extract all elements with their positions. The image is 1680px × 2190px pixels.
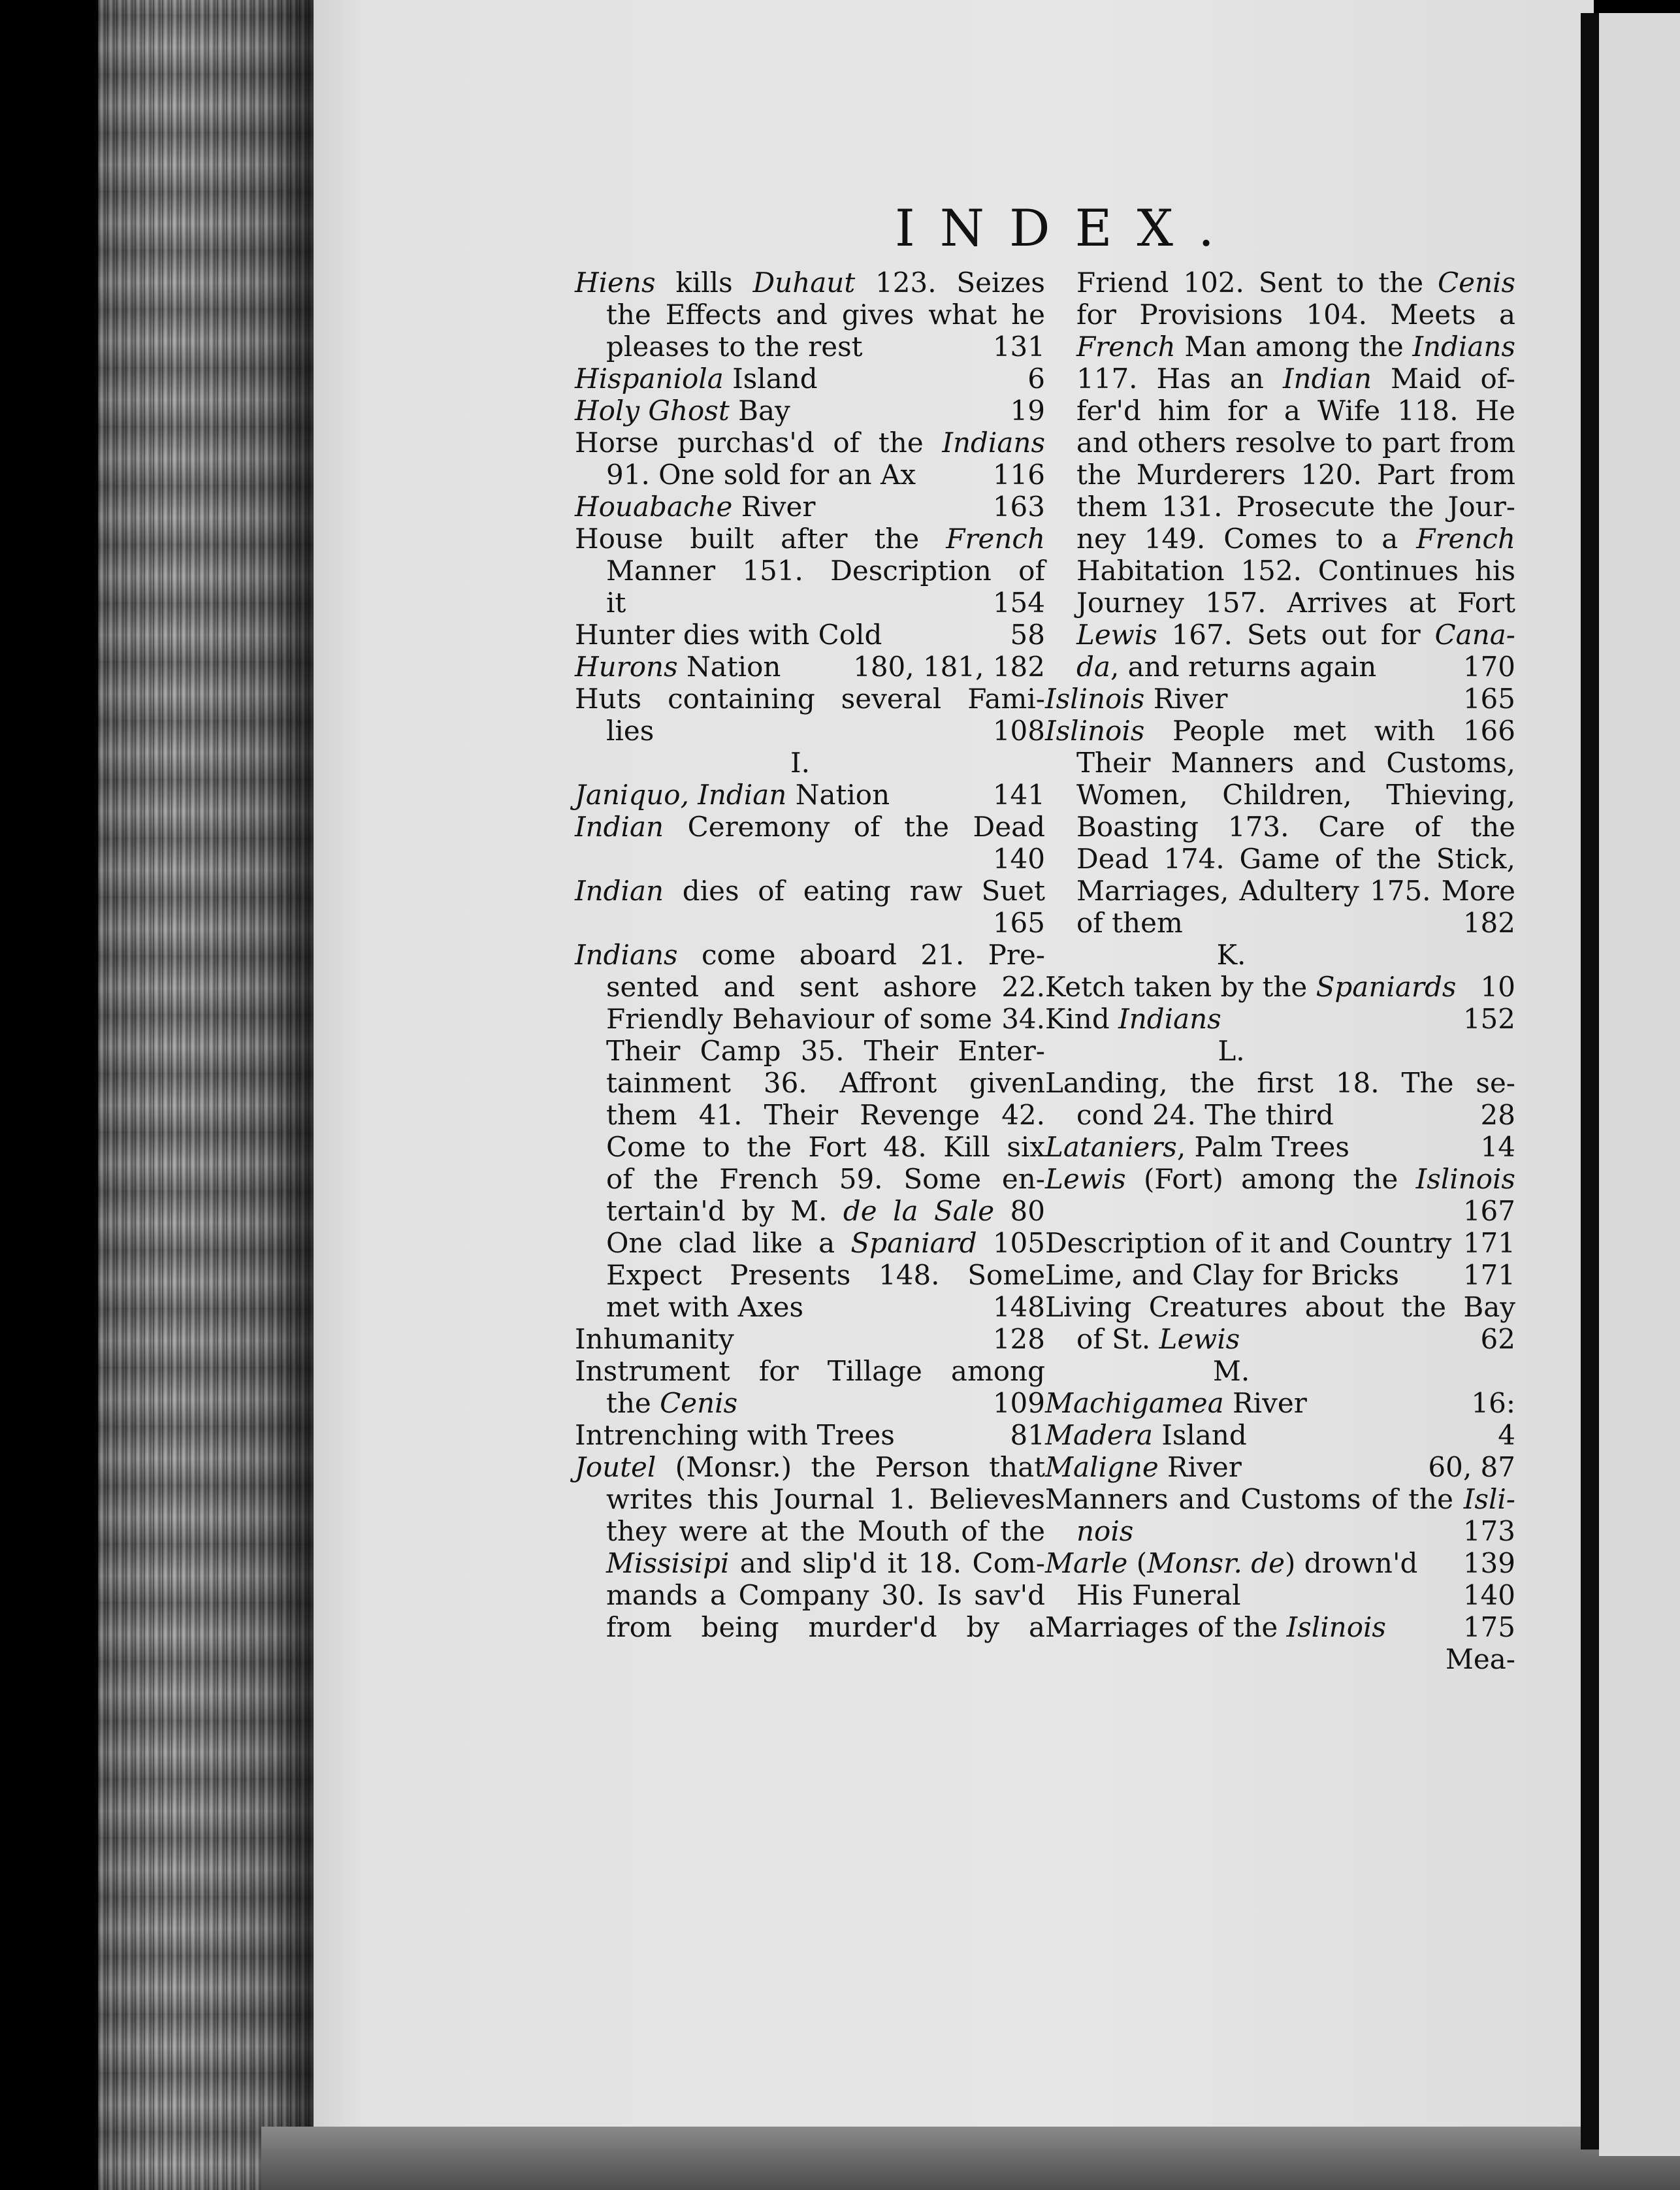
index-entry-text: Intrenching with Trees [575,1419,895,1451]
index-text-line: them 41. Their Revenge 42. [606,1099,1045,1131]
page-reference: 19 [1010,395,1045,427]
index-text-line: One clad like a Spaniard 105 [606,1227,1045,1259]
index-entry [1045,1387,1515,1419]
index-entry-text: Maligne River [1045,1451,1242,1483]
index-letter-heading: L. [1218,1035,1245,1067]
index-entry-text: Hispaniola Island [575,363,818,395]
index-entry-text: Machigamea River [1045,1387,1307,1419]
page-reference: 131 [992,331,1045,363]
index-entry [1045,1611,1515,1643]
index-entry-text: Description of it and Country [1045,1227,1452,1259]
page-reference: 62 [1480,1323,1515,1355]
index-entry [1045,1515,1515,1547]
page-reference: Mea- [1445,1643,1515,1675]
index-entry [575,587,1045,619]
index-entry [1045,1195,1515,1227]
index-text-line: tainment 36. Affront given [606,1067,1045,1099]
index-entry-text: Hurons Nation [575,651,781,683]
index-text-line: ney 149. Comes to a French [1076,523,1515,555]
page-reference: 152 [1462,1003,1515,1035]
index-text-line: Their Camp 35. Their Enter- [606,1035,1045,1067]
index-text-line: Friendly Behaviour of some 34. [606,1003,1045,1035]
page-reference: 81 [1010,1419,1045,1451]
page-reference: 141 [992,779,1045,811]
index-text-line: them 131. Prosecute the Jour- [1076,491,1515,523]
page-reference: 116 [992,459,1045,491]
index-entry-text: 91. One sold for an Ax [606,459,916,491]
index-text-line: Boasting 173. Care of the [1076,811,1515,843]
page-reference: 58 [1010,619,1045,651]
index-text-line: Hiens kills Duhaut 123. Seizes [575,267,1045,299]
index-entry [575,491,1045,523]
index-entry [1045,1259,1515,1291]
index-text-line: 117. Has an Indian Maid of- [1076,363,1515,395]
index-entry-text: Madera Island [1045,1419,1247,1451]
page-reference: 171 [1462,1227,1515,1259]
index-text-line: Manner 151. Description of [606,555,1045,587]
index-entry-text: Marriages of the Islinois [1045,1611,1386,1643]
page-reference: 173 [1462,1515,1515,1547]
index-entry-text: Houabache River [575,491,816,523]
index-entry-text: Lime, and Clay for Bricks [1045,1259,1399,1291]
index-text-line: Dead 174. Game of the Stick, [1076,843,1515,875]
index-entry-text: cond 24. The third [1076,1099,1334,1131]
index-text-line: Huts containing several Fami- [575,683,1045,715]
page-reference: 182 [1462,907,1515,939]
page-reference: 16: [1471,1387,1515,1419]
page-reference: 139 [1462,1547,1515,1579]
index-entry [575,715,1045,747]
index-entry-text: met with Axes [606,1291,803,1323]
index-entry [575,363,1045,395]
page-reference: 10 [1480,971,1515,1003]
page-reference: 14 [1480,1131,1515,1163]
index-entry [1045,683,1515,715]
index-text-line: Joutel (Monsr.) the Person that [575,1451,1045,1483]
index-entry [575,907,1045,939]
index-text-line: Lewis (Fort) among the Islinois [1045,1163,1515,1195]
page-reference: 167 [1462,1195,1515,1227]
index-entry [575,619,1045,651]
page-divider [1581,13,1599,2149]
index-text-line: Marriages, Adultery 175. More [1076,875,1515,907]
index-entry-text: Lataniers, Palm Trees [1045,1131,1349,1163]
page-reference: 128 [992,1323,1045,1355]
page-reference: 28 [1480,1099,1515,1131]
index-entry-text: da, and returns again [1076,651,1377,683]
index-text-line: sented and sent ashore 22. [606,971,1045,1003]
index-text-line: Instrument for Tillage among [575,1355,1045,1387]
page-reference: 180, 181, 182 [853,651,1045,683]
index-entry [1045,1131,1515,1163]
index-entry [1045,1099,1515,1131]
page-reference: 140 [1462,1579,1515,1611]
index-text-line: Habitation 152. Continues his [1076,555,1515,587]
index-entry-text: it [606,587,626,619]
page-reference: 109 [992,1387,1045,1419]
index-entry [575,395,1045,427]
index-entry [575,1323,1045,1355]
index-text-line: Living Creatures about the Bay [1045,1291,1515,1323]
index-text-line: writes this Journal 1. Believes [606,1483,1045,1515]
index-text-line: Indian Ceremony of the Dead [575,811,1045,843]
index-entry [575,843,1045,875]
index-entry-text: of them [1076,907,1183,939]
page-reference: 148 [992,1291,1045,1323]
index-column-right [1045,267,1515,1675]
index-text-line: from being murder'd by a [606,1611,1045,1643]
page-title: INDEX. [895,199,1239,258]
index-text-line: Friend 102. Sent to the Cenis [1076,267,1515,299]
page-reference: 171 [1462,1259,1515,1291]
scan-background [0,0,98,2190]
index-text-line: House built after the French [575,523,1045,555]
index-entry [1045,1547,1515,1579]
index-entry [1045,1643,1515,1675]
facing-page [1599,13,1680,2156]
index-entry-text: lies [606,715,654,747]
index-entry-text: of St. Lewis [1076,1323,1240,1355]
index-text-line: Expect Presents 148. Some [606,1259,1045,1291]
index-text-line: fer'd him for a Wife 118. He [1076,395,1515,427]
index-entry-text: Hunter dies with Cold [575,619,882,651]
index-text-line: Landing, the first 18. The se- [1045,1067,1515,1099]
index-text-line: Horse purchas'd of the Indians [575,427,1045,459]
index-text-line: and others resolve to part from [1076,427,1515,459]
index-text-line: Islinois People met with 166 [1045,715,1515,747]
index-text-line: French Man among the Indians [1076,331,1515,363]
index-entry-text: pleases to the rest [606,331,863,363]
page-reference: 108 [992,715,1045,747]
index-entry-text: Inhumanity [575,1323,734,1355]
index-entry [1045,1323,1515,1355]
index-letter-heading: K. [1216,939,1246,971]
index-text-line: for Provisions 104. Meets a [1076,299,1515,331]
index-entry-text: Holy Ghost Bay [575,395,790,427]
page-reference: 140 [992,843,1045,875]
index-entry [1045,1451,1515,1483]
page-reference: 163 [992,491,1045,523]
index-entry [1045,651,1515,683]
index-letter-heading: M. [1212,1355,1250,1387]
index-entry [575,779,1045,811]
page-reference: 165 [992,907,1045,939]
index-text-line: the Effects and gives what he [606,299,1045,331]
index-entry [575,1419,1045,1451]
page-reference: 6 [1027,363,1045,395]
page-reference: 175 [1462,1611,1515,1643]
index-entry-text: Kind Indians [1045,1003,1221,1035]
index-text-line: Their Manners and Customs, [1076,747,1515,779]
index-text-line: Indian dies of eating raw Suet [575,875,1045,907]
index-text-line: the Murderers 120. Part from [1076,459,1515,491]
index-entry-text: Janiquo, Indian Nation [575,779,890,811]
page-reference: 165 [1462,683,1515,715]
index-entry-text: the Cenis [606,1387,738,1419]
index-entry [1045,1227,1515,1259]
index-text-line: of the French 59. Some en- [606,1163,1045,1195]
index-entry-text: Marle (Monsr. de) drown'd [1045,1547,1418,1579]
index-entry [1045,1003,1515,1035]
index-entry [575,459,1045,491]
page-reference: 60, 87 [1428,1451,1515,1483]
index-text-line: Manners and Customs of the Isli- [1045,1483,1515,1515]
index-entry [1045,1419,1515,1451]
index-entry [1045,907,1515,939]
index-text-line: Indians come aboard 21. Pre- [575,939,1045,971]
page-reference: 4 [1498,1419,1515,1451]
index-entry-text: nois [1076,1515,1134,1547]
index-column-left [575,267,1045,1643]
index-entry [575,1387,1045,1419]
page-reference: 170 [1462,651,1515,683]
index-text-line: Women, Children, Thieving, [1076,779,1515,811]
page-reference: 154 [992,587,1045,619]
index-text-line: they were at the Mouth of the [606,1515,1045,1547]
index-entry [1045,1579,1515,1611]
index-entry [575,651,1045,683]
index-entry-text: Ketch taken by the Spaniards [1045,971,1457,1003]
index-entry-text: His Funeral [1076,1579,1241,1611]
index-letter-heading: I. [790,747,810,779]
index-entry [575,331,1045,363]
page-bottom-edge [261,2127,1680,2190]
index-entry-text: Islinois River [1045,683,1228,715]
gutter-shadow [274,0,314,2190]
index-text-line: Missisipi and slip'd it 18. Com- [606,1547,1045,1579]
index-text-line: Come to the Fort 48. Kill six [606,1131,1045,1163]
index-text-line: Journey 157. Arrives at Fort [1076,587,1515,619]
index-entry [575,1291,1045,1323]
index-text-line: Lewis 167. Sets out for Cana- [1076,619,1515,651]
index-text-line: tertain'd by M. de la Sale 80 [606,1195,1045,1227]
index-entry [1045,971,1515,1003]
index-text-line: mands a Company 30. Is sav'd [606,1579,1045,1611]
